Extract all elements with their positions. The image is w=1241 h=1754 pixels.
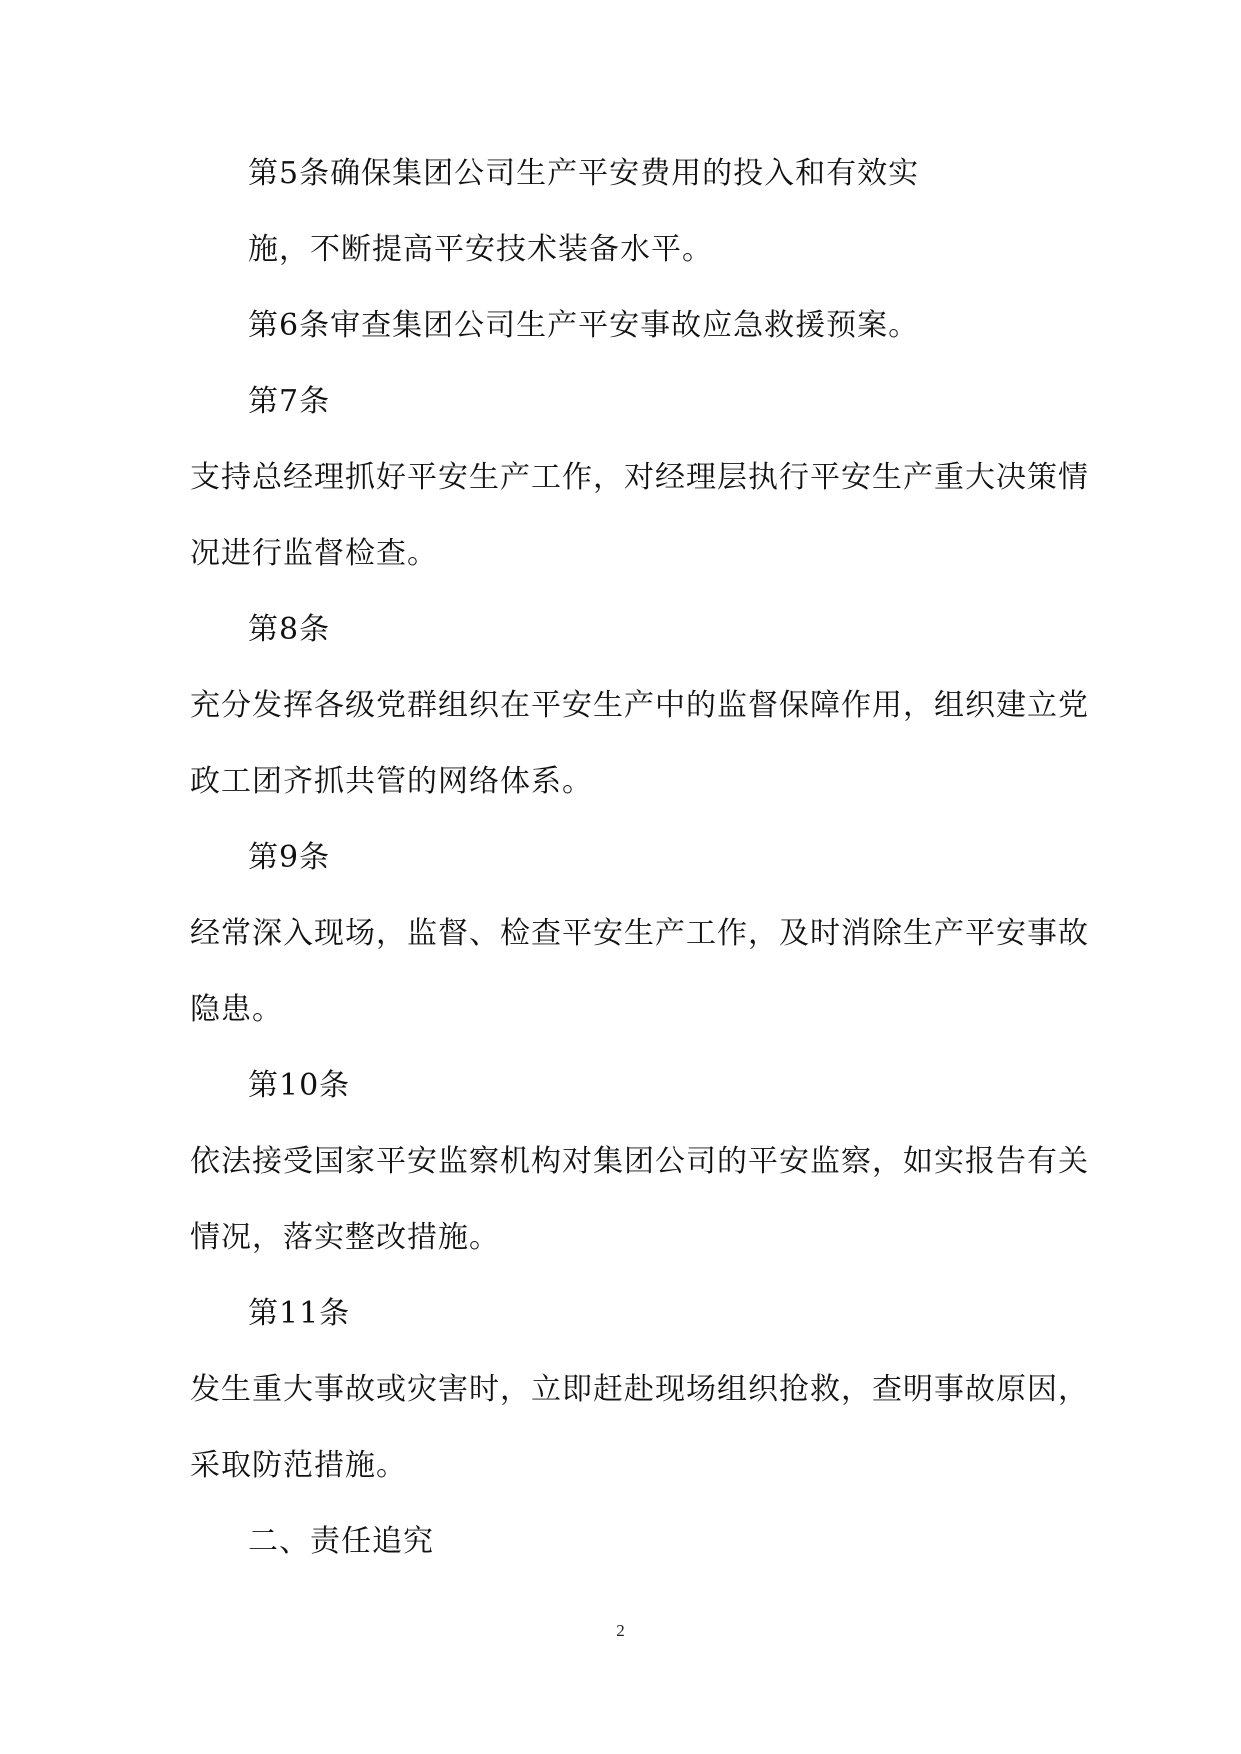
clause-7-line-2: 况进行监督检查。 — [190, 536, 438, 571]
clause-10-line-1: 依法接受国家平安监察机构对集团公司的平安监察，如实报告有关 — [190, 1144, 1089, 1179]
section-heading-liability: 二、责任追究 — [248, 1524, 434, 1559]
clause-6-line: 第6条审查集团公司生产平安事故应急救援预案。 — [248, 308, 920, 343]
clause-5-line-1: 第5条确保集团公司生产平安费用的投入和有效实 — [248, 156, 920, 191]
clause-11-line-2: 采取防范措施。 — [190, 1448, 407, 1483]
clause-10-heading: 第10条 — [248, 1068, 351, 1103]
clause-9-line-1: 经常深入现场，监督、检查平安生产工作，及时消除生产平安事故 — [190, 916, 1089, 951]
clause-7-line-1: 支持总经理抓好平安生产工作，对经理层执行平安生产重大决策情 — [190, 460, 1089, 495]
clause-11-heading: 第11条 — [248, 1296, 351, 1331]
clause-9-line-2: 隐患。 — [190, 992, 283, 1027]
clause-8-heading: 第8条 — [248, 612, 331, 647]
page-number: 2 — [616, 1621, 625, 1640]
clause-9-heading: 第9条 — [248, 840, 331, 875]
clause-7-heading: 第7条 — [248, 384, 331, 419]
clause-10-line-2: 情况，落实整改措施。 — [190, 1220, 500, 1255]
clause-5-line-2: 施，不断提高平安技术装备水平。 — [248, 232, 713, 267]
clause-8-line-2: 政工团齐抓共管的网络体系。 — [190, 764, 593, 799]
clause-11-line-1: 发生重大事故或灾害时，立即赶赴现场组织抢救，查明事故原因， — [190, 1372, 1089, 1407]
clause-8-line-1: 充分发挥各级党群组织在平安生产中的监督保障作用，组织建立党 — [190, 688, 1089, 723]
